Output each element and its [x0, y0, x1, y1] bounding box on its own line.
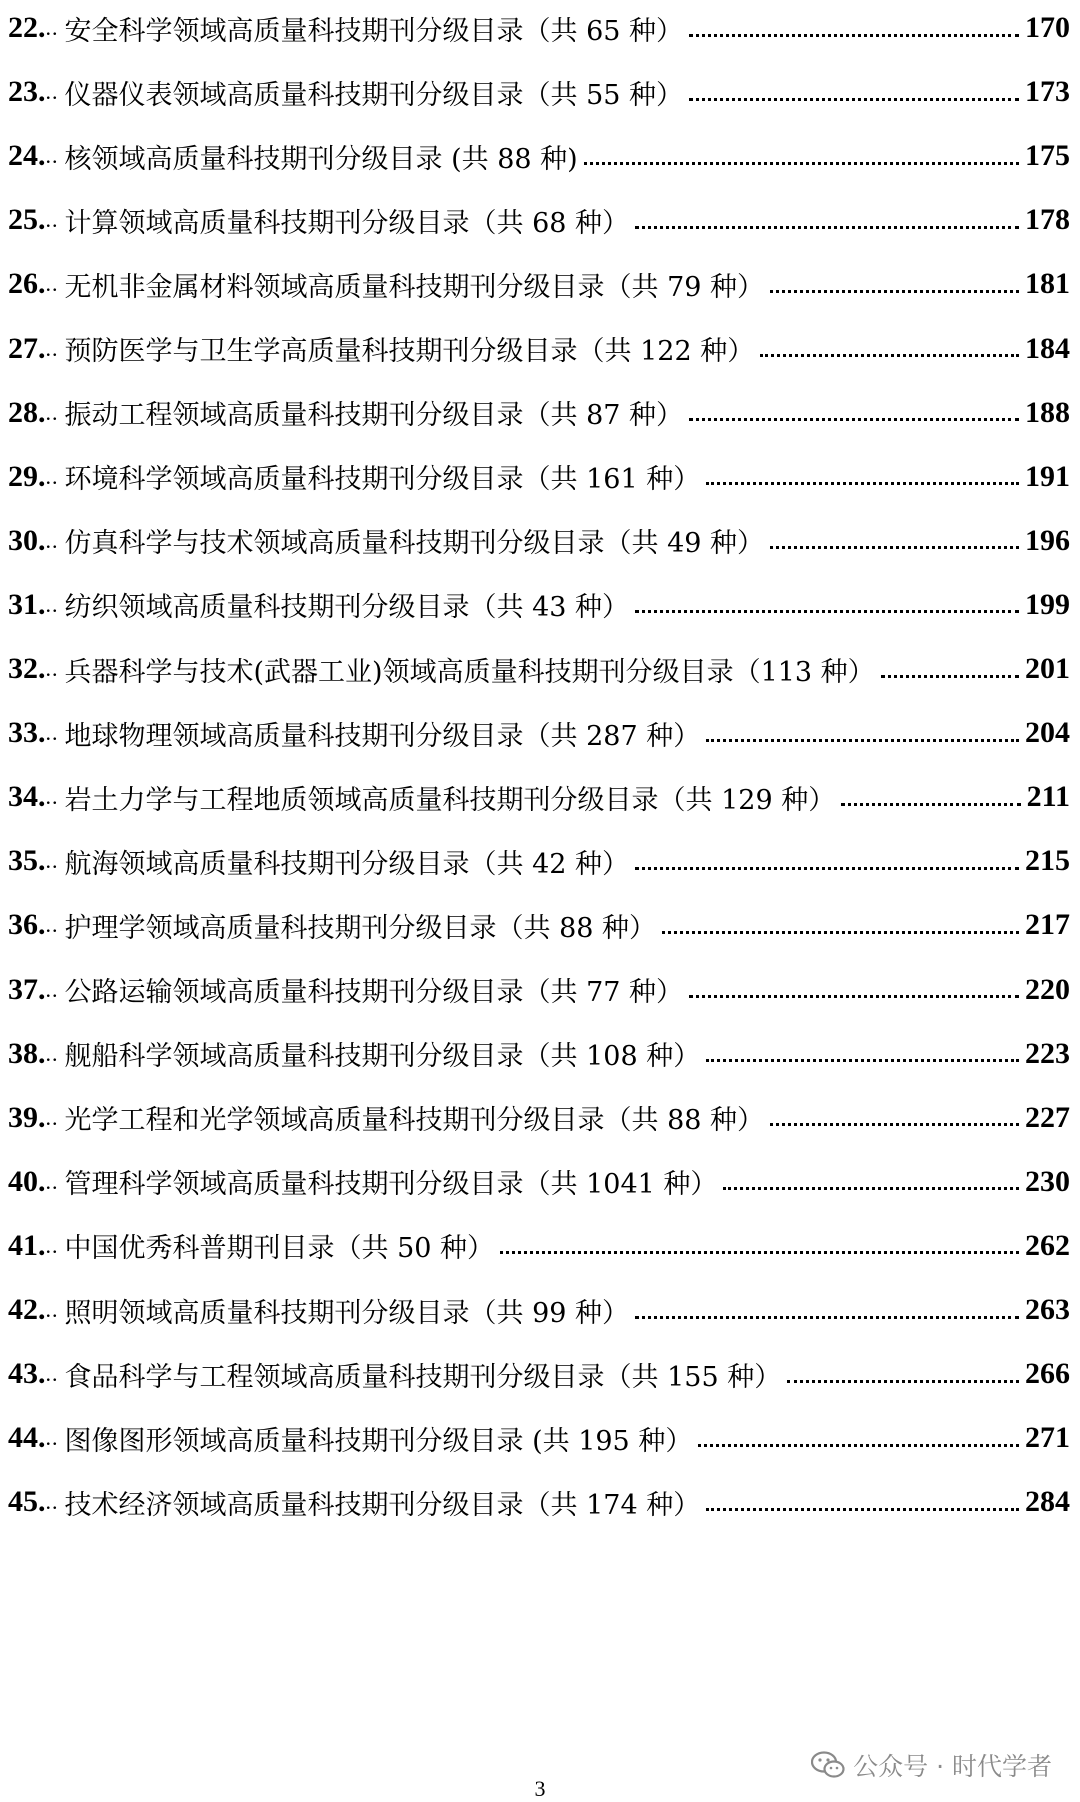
- toc-entry-number: 29.: [8, 459, 46, 493]
- toc-entry-number: 43.: [8, 1357, 46, 1391]
- toc-entry-title: 食品科学与工程领域高质量科技期刊分级目录（共 155 种）: [64, 1361, 782, 1393]
- toc-entry-number-dots: ..: [45, 1040, 59, 1066]
- toc-entry-number: 35.: [8, 844, 46, 878]
- toc-entry[interactable]: [8, 134, 1070, 178]
- toc-entry-number-dots: ..: [45, 207, 59, 233]
- toc-entry-number: 42.: [8, 1293, 46, 1326]
- toc-entry-page: 262: [1025, 1228, 1070, 1262]
- toc-entry-number-dots: ..: [45, 527, 59, 553]
- toc-entry-page: 266: [1025, 1357, 1070, 1391]
- toc-entry[interactable]: [8, 70, 1070, 114]
- toc-entry[interactable]: [8, 6, 1070, 50]
- toc-entry-number-dots: ..: [45, 976, 59, 1002]
- toc-entry[interactable]: [8, 1352, 1070, 1396]
- toc-dot-leader: [635, 610, 1019, 613]
- toc-entry-title: 核领域高质量科技期刊分级目录 (共 88 种): [64, 143, 578, 175]
- toc-entry-number-dots: ..: [45, 271, 59, 297]
- toc-entry-title: 计算领域高质量科技期刊分级目录（共 68 种）: [64, 207, 630, 239]
- toc-entry-title: 仿真科学与技术领域高质量科技期刊分级目录（共 49 种）: [64, 528, 765, 560]
- toc-entry-title: 预防医学与卫生学高质量科技期刊分级目录（共 122 种）: [64, 336, 755, 367]
- toc-dot-leader: [706, 482, 1019, 485]
- toc-entry-page: 215: [1025, 844, 1070, 878]
- page-number: 3: [534, 1776, 546, 1801]
- toc-dot-leader: [635, 1316, 1019, 1319]
- toc-entry-number-dots: ..: [45, 1297, 59, 1322]
- toc-dot-leader: [760, 354, 1019, 357]
- toc-entry-number-dots: ..: [45, 335, 59, 361]
- toc-entry[interactable]: [8, 647, 1070, 691]
- toc-entry-number: 31.: [8, 587, 46, 621]
- toc-entry-page: 184: [1025, 331, 1070, 365]
- toc-entry-title: 岩土力学与工程地质领域高质量科技期刊分级目录（共 129 种）: [64, 784, 836, 816]
- toc-entry-number-dots: ..: [45, 15, 59, 40]
- toc-entry-title: 地球物理领域高质量科技期刊分级目录（共 287 种）: [64, 720, 701, 752]
- toc-entry-number-dots: ..: [45, 591, 59, 617]
- toc-entry-number: 44.: [8, 1421, 46, 1455]
- toc-entry-number: 28.: [8, 395, 46, 429]
- toc-entry-page: 181: [1025, 267, 1070, 301]
- toc-entry-page: 220: [1025, 972, 1070, 1006]
- toc-entry-number-dots: ..: [45, 912, 59, 938]
- toc-entry-number-dots: ..: [45, 79, 59, 105]
- toc-entry[interactable]: [8, 455, 1070, 499]
- toc-entry-title: 照明领域高质量科技期刊分级目录（共 99 种）: [64, 1297, 630, 1329]
- toc-entry-page: 175: [1025, 139, 1070, 173]
- toc-entry-number: 34.: [8, 780, 46, 814]
- toc-entry[interactable]: [8, 519, 1070, 563]
- toc-entry-number: 40.: [8, 1164, 46, 1198]
- toc-entry-number-dots: ..: [45, 463, 59, 489]
- toc-entry-title: 公路运输领域高质量科技期刊分级目录（共 77 种）: [64, 977, 684, 1008]
- toc-dot-leader: [706, 739, 1019, 742]
- toc-entry-title: 兵器科学与技术(武器工业)领域高质量科技期刊分级目录（113 种）: [64, 656, 875, 688]
- toc-dot-leader: [635, 226, 1019, 229]
- toc-entry[interactable]: [8, 711, 1070, 755]
- toc-entry[interactable]: [8, 327, 1070, 371]
- toc-entry-number: 37.: [8, 972, 46, 1006]
- toc-dot-leader: [706, 1059, 1019, 1062]
- toc-dot-leader: [584, 162, 1019, 165]
- toc-dot-leader: [723, 1187, 1019, 1190]
- toc-entry[interactable]: [8, 903, 1070, 947]
- toc-dot-leader: [662, 931, 1019, 934]
- toc-dot-leader: [689, 34, 1019, 37]
- toc-entry[interactable]: [8, 1096, 1070, 1140]
- toc-entry-number-dots: ..: [45, 784, 59, 810]
- toc-entry-number-dots: ..: [45, 720, 59, 746]
- toc-entry-number-dots: ..: [45, 1232, 59, 1258]
- toc-dot-leader: [770, 1123, 1019, 1126]
- toc-entry-title: 管理科学领域高质量科技期刊分级目录（共 1041 种）: [64, 1169, 718, 1201]
- toc-entry-number: 24.: [8, 139, 46, 173]
- toc-entry-page: 196: [1025, 523, 1070, 557]
- toc-entry-page: 170: [1025, 11, 1070, 44]
- toc-entry[interactable]: [8, 262, 1070, 306]
- toc-entry-number: 39.: [8, 1100, 46, 1134]
- toc-entry-number: 27.: [8, 331, 46, 365]
- toc-entry-page: 191: [1025, 459, 1070, 493]
- toc-entry-page: 230: [1025, 1164, 1070, 1198]
- toc-dot-leader: [689, 418, 1019, 421]
- toc-dot-leader: [770, 290, 1019, 293]
- toc-dot-leader: [841, 803, 1020, 806]
- toc-dot-leader: [698, 1444, 1019, 1447]
- toc-entry-title: 舰船科学领域高质量科技期刊分级目录（共 108 种）: [64, 1041, 701, 1073]
- toc-entry-number: 32.: [8, 652, 46, 685]
- toc-entry-number-dots: ..: [45, 1489, 59, 1515]
- toc-dot-leader: [635, 867, 1019, 870]
- toc-entry-number: 36.: [8, 908, 46, 942]
- toc-entry-title: 技术经济领域高质量科技期刊分级目录（共 174 种）: [64, 1489, 701, 1521]
- toc-entry[interactable]: [8, 391, 1070, 435]
- toc-entry[interactable]: [8, 1160, 1070, 1204]
- toc-entry[interactable]: [8, 583, 1070, 627]
- toc-entry-number-dots: ..: [45, 399, 59, 425]
- toc-entry-page: 284: [1025, 1485, 1070, 1519]
- toc-entry-number: 22.: [8, 11, 46, 44]
- toc-entry[interactable]: [8, 775, 1070, 819]
- toc-entry-number: 41.: [8, 1228, 46, 1262]
- toc-entry-number: 45.: [8, 1485, 46, 1519]
- toc-entry-page: 227: [1025, 1100, 1070, 1134]
- toc-entry-number-dots: ..: [45, 1361, 59, 1387]
- toc-entry[interactable]: [8, 1480, 1070, 1524]
- toc-entry-number: 38.: [8, 1036, 46, 1070]
- toc-dot-leader: [770, 546, 1019, 549]
- toc-entry-title: 护理学领域高质量科技期刊分级目录（共 88 种）: [64, 912, 657, 944]
- toc-dot-leader: [706, 1508, 1019, 1511]
- toc-entry-page: 201: [1025, 652, 1070, 685]
- toc-entry-title: 光学工程和光学领域高质量科技期刊分级目录（共 88 种）: [64, 1105, 765, 1137]
- watermark-text: 公众号 · 时代学者: [853, 1752, 1052, 1781]
- toc-entry-number-dots: ..: [45, 1104, 59, 1130]
- toc-entry[interactable]: [8, 968, 1070, 1012]
- toc-entry-title: 振动工程领域高质量科技期刊分级目录（共 87 种）: [64, 400, 684, 432]
- toc-entry-page: 263: [1025, 1293, 1070, 1326]
- toc-dot-leader: [881, 675, 1019, 678]
- toc-entry[interactable]: [8, 198, 1070, 242]
- toc-entry-page: 199: [1025, 587, 1070, 621]
- toc-entry-title: 安全科学领域高质量科技期刊分级目录（共 65 种）: [64, 15, 684, 47]
- toc-dot-leader: [787, 1380, 1019, 1383]
- toc-entry-page: 217: [1025, 908, 1070, 942]
- toc-entry-title: 中国优秀科普期刊目录（共 50 种）: [64, 1233, 495, 1265]
- toc-entry-number-dots: ..: [45, 848, 59, 874]
- toc-entry-number: 25.: [8, 203, 46, 237]
- toc-entry-page: 178: [1025, 203, 1070, 237]
- toc-entry-page: 271: [1025, 1421, 1070, 1455]
- toc-entry-number: 33.: [8, 716, 46, 750]
- toc-entry[interactable]: [8, 1288, 1070, 1332]
- toc-entry-number-dots: ..: [45, 143, 59, 169]
- wechat-icon: [811, 1751, 845, 1779]
- toc-entry-title: 环境科学领域高质量科技期刊分级目录（共 161 种）: [64, 464, 701, 496]
- toc-entry[interactable]: [8, 839, 1070, 883]
- toc-entry-page: 204: [1025, 716, 1070, 750]
- toc-entry-title: 无机非金属材料领域高质量科技期刊分级目录（共 79 种）: [64, 271, 765, 303]
- toc-entry-title: 纺织领域高质量科技期刊分级目录（共 43 种）: [64, 592, 630, 624]
- toc-entry-page: 223: [1025, 1036, 1070, 1070]
- toc-dot-leader: [689, 98, 1019, 101]
- toc-entry-page: 173: [1025, 75, 1070, 109]
- toc-entry[interactable]: [8, 1416, 1070, 1460]
- toc-entry-title: 图像图形领域高质量科技期刊分级目录 (共 195 种）: [64, 1425, 693, 1457]
- toc-entry-title: 航海领域高质量科技期刊分级目录（共 42 种）: [64, 848, 630, 880]
- toc-entry[interactable]: [8, 1032, 1070, 1076]
- toc-entry-page: 211: [1026, 780, 1070, 814]
- toc-dot-leader: [689, 995, 1019, 998]
- toc-entry-page: 188: [1025, 395, 1070, 429]
- toc-entry-number: 23.: [8, 75, 46, 109]
- toc-entry-number: 26.: [8, 267, 46, 301]
- toc-entry-title: 仪器仪表领域高质量科技期刊分级目录（共 55 种）: [64, 79, 684, 111]
- toc-dot-leader: [500, 1251, 1019, 1254]
- toc-entry-number-dots: ..: [45, 656, 59, 681]
- toc-entry-number-dots: ..: [45, 1168, 59, 1194]
- toc-entry-number: 30.: [8, 523, 46, 557]
- toc-entry[interactable]: [8, 1224, 1070, 1268]
- toc-entry-number-dots: ..: [45, 1425, 59, 1451]
- watermark: [811, 1747, 1052, 1783]
